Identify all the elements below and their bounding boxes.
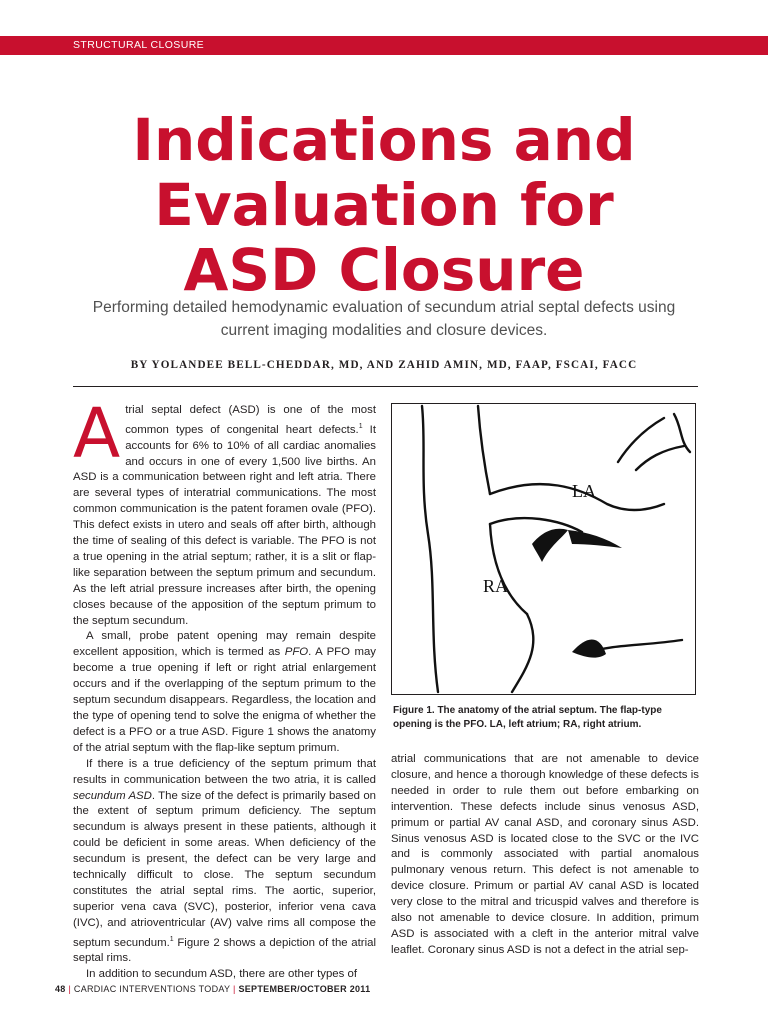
- title-line-3: ASD Closure: [183, 236, 585, 304]
- body-column-left: [73, 394, 377, 983]
- body-paragraph-4: In addition to secundum ASD, there are other types of: [86, 968, 358, 981]
- issue-date: SEPTEMBER/OCTOBER 2011: [238, 984, 371, 994]
- figure-1-atrial-septum: [391, 403, 696, 695]
- p3-text-c: Figure 2 shows a depiction of the atrial septal rims.: [73, 936, 376, 965]
- footer-separator: |: [68, 984, 72, 994]
- body-paragraph-1: [73, 394, 376, 629]
- p1-text-a: trial septal defect (ASD) is one of the most common types of congenital heart defects.: [125, 404, 376, 436]
- p2-text-b: . A PFO may become a true opening if left or right atrial enlargement occurs and if the overlapping of the septum primum to the septum secundum disappears. Regardless, the location and the type of opening tend to solve the enigma of whether the defect is a PFO or a true ASD. Figure 1 shows the anatomy of the atrial septum with the flap-like septum primum.: [73, 646, 376, 754]
- body-paragraph-2: [73, 629, 376, 756]
- p3-text-b: . The size of the defect is primarily based on the extent of septum primum deficiency. The septum secundum is always present in these patients, although it could be deficient in some areas. When deficiency of the secundum is present, the defect can be very large and technically difficult to close. The septum secundum constitutes the atrial septal rims. The aortic, superior, superior vena cava (SVC), posterior, inferior vena cava (IVC), and atrioventricular (AV) valve rims all compose the septum secundum.: [73, 789, 377, 949]
- author-byline: BY YOLANDEE BELL-CHEDDAR, MD, AND ZAHID AMIN, MD, FAAP, FSCAI, FACC: [130, 359, 638, 371]
- septum-primum-flap: [532, 529, 568, 562]
- septum-primum-tail: [568, 530, 622, 548]
- p2-emphasis: PFO: [284, 646, 309, 659]
- pulmonary-vein-2: [636, 446, 684, 470]
- journal-name: CARDIAC INTERVENTIONS TODAY: [73, 984, 231, 994]
- valve-leaflet: [572, 639, 606, 657]
- page-number: 48: [55, 984, 66, 994]
- body-paragraph-3: [73, 757, 376, 968]
- header-divider: [73, 386, 698, 387]
- citation-superscript: 1: [169, 935, 174, 943]
- p1-text-b: It accounts for 6% to 10% of all cardiac anomalies and occurs in one of every 1,500 live births. An ASD is a communication between right and left atria. There are several types of interatrial communications. The most common communication is the patent foramen ovale (PFO). This defect exists in utero and seals off after birth, although the time of sealing of this defect is variable. The PFO is not a true opening in the atrial septum; rather, it is a slit or flap-like separation between the septum primum and secundum. As the left atrial pressure increases after birth, the opening closes because of the apposition of the septum primum to the septum secundum.: [73, 423, 376, 627]
- footer-separator: |: [233, 984, 236, 994]
- page-footer: [55, 984, 370, 994]
- label-la: LA: [572, 481, 596, 501]
- septum-secundum-limbus: [490, 524, 527, 614]
- drop-cap: A: [73, 394, 121, 474]
- body-column-right: [391, 752, 699, 959]
- ra-lower-wall: [512, 614, 533, 692]
- p3-text-a: If there is a true deficiency of the septum primum that results in communication between the two atria, it is called: [73, 757, 376, 786]
- citation-superscript: 1: [358, 422, 363, 430]
- svc-inner-wall: [478, 406, 490, 494]
- article-subtitle: Performing detailed hemodynamic evaluation of secundum atrial septal defects using current imaging modalities and closure devices.: [92, 299, 676, 339]
- section-banner: [0, 36, 768, 55]
- figure-1-caption: Figure 1. The anatomy of the atrial septum. The flap-type opening is the PFO. LA, left atrium; RA, right atrium.: [393, 705, 662, 730]
- body-paragraph-5: atrial communications that are not amenable to device closure, and hence a thorough knowledge of these defects is needed in order to rule them out before embarking on intervention. These defects include sinus venosus ASD, primum or partial AV canal ASD, and coronary sinus ASD. Sinus venosus ASD is located close to the SVC or the IVC and is commonly associated with partial anomalous pulmonary venous return. This defect is not amenable to device closure. Primum or partial AV canal ASD is located very close to the mitral and tricuspid valves and therefore is also not amenable to device closure. In addition, primum ASD is associated with a cleft in the anterior mitral valve leaflet. Coronary sinus ASD is not a defect in the atrial sep-: [391, 753, 699, 956]
- p3-emphasis: secundum ASD: [73, 789, 152, 802]
- title-line-2: Evaluation for: [154, 171, 614, 239]
- section-label: STRUCTURAL CLOSURE: [73, 39, 205, 51]
- label-ra: RA: [483, 576, 509, 596]
- p2-text-a: A small, probe patent opening may remain despite excellent apposition, which is termed as: [73, 630, 376, 659]
- article-title: [0, 108, 768, 303]
- septum-secundum-upper: [490, 518, 582, 532]
- svc-outline: [422, 406, 438, 692]
- atrial-septum-illustration: [392, 404, 695, 694]
- title-line-1: Indications and: [132, 106, 636, 174]
